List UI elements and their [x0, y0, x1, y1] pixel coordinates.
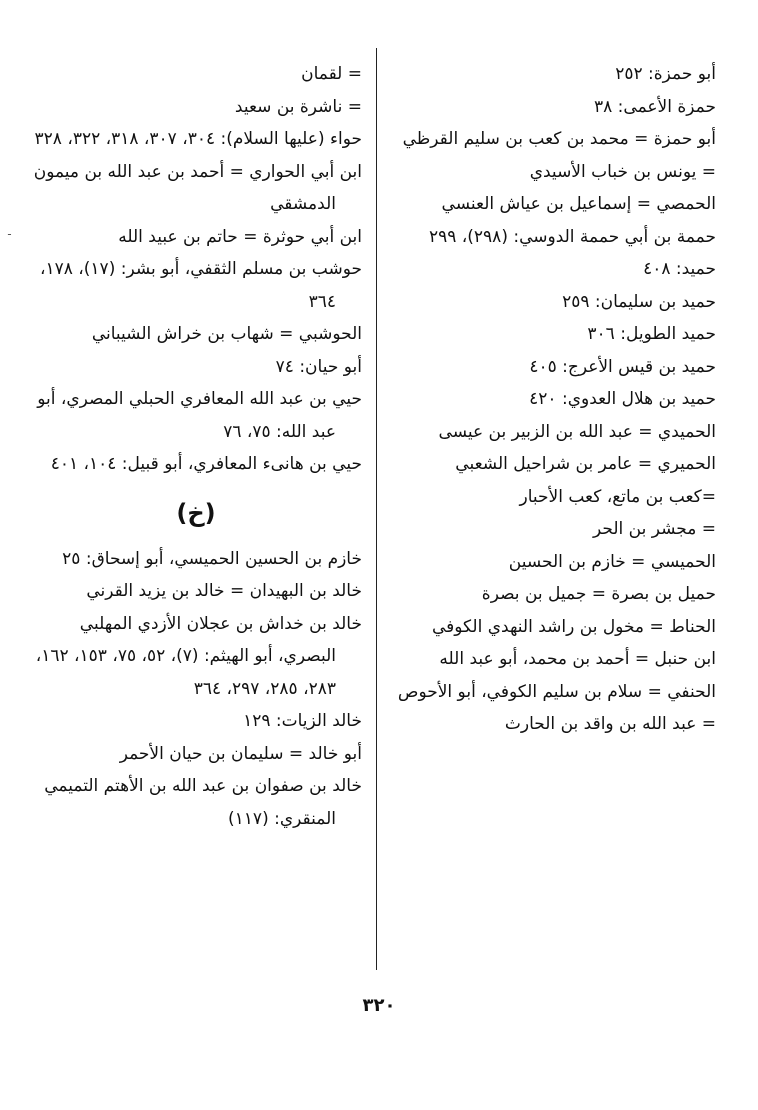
index-entry: ابن حنبل = أحمد بن محمد، أبو عبد الله — [439, 649, 716, 669]
left-column — [30, 58, 362, 835]
index-entry: ابن أبي الحواري = أحمد بن عبد الله بن ميمون الدمشقي — [33, 161, 362, 214]
index-entry: خالد بن خداش بن عجلان الأزدي المهلبي البصري، أبو الهيثم: (٧)، ٥٢، ٧٥، ١٥٣، ١٦٢، ٢٨٣، ٢٨٥، ٢٩٧، ٣٦٤ — [35, 613, 362, 699]
index-entry: = ناشرة بن سعيد — [234, 96, 362, 117]
index-entry: حميد: ٤٠٨ — [643, 259, 716, 279]
index-entry: خالد بن البهيدان = خالد بن يزيد القرني — [86, 581, 362, 601]
index-entry: حميد بن هلال العدوي: ٤٢٠ — [529, 389, 716, 409]
index-entry: =كعب بن ماتع، كعب الأحبار — [519, 486, 716, 507]
index-entry: ابن أبي حوثرة = حاتم بن عبيد الله — [118, 226, 362, 247]
index-entry: الحميدي = عبد الله بن الزبير بن عيسى — [438, 421, 716, 442]
index-entry: الحناط = مخول بن راشد النهدي الكوفي — [431, 616, 716, 637]
index-entry: أبو خالد = سليمان بن حيان الأحمر — [119, 743, 362, 764]
right-column — [384, 58, 716, 741]
index-entry: = لقمان — [301, 64, 362, 84]
index-entry: خالد بن صفوان بن عبد الله بن الأهتم التميمي المنقري: (١١٧) — [44, 776, 362, 829]
index-entry: = يونس بن خباب الأسيدي — [529, 161, 716, 182]
index-entry: حيي بن عبد الله المعافري الحبلي المصري، أبو عبد الله: ٧٥، ٧٦ — [37, 389, 362, 442]
index-entry: الحنفي = سلام بن سليم الكوفي، أبو الأحوص — [397, 681, 716, 702]
index-entry: أبو حيان: ٧٤ — [275, 356, 362, 377]
index-entry: خازم بن الحسين الحميسي، أبو إسحاق: ٢٥ — [62, 548, 362, 569]
index-entry: حممة بن أبي حممة الدوسي: (٢٩٨)، ٢٩٩ — [428, 226, 716, 247]
index-entry: = عبد الله بن واقد بن الحارث — [504, 714, 716, 734]
index-entry: = مجشر بن الحر — [592, 519, 716, 539]
index-entry: حميد بن سليمان: ٢٥٩ — [562, 291, 716, 312]
column-divider — [376, 48, 377, 970]
index-entry: الحوشبي = شهاب بن خراش الشيباني — [91, 324, 362, 344]
index-entry: الحميري = عامر بن شراحيل الشعبي — [455, 454, 716, 474]
index-entry: أبو حمزة: ٢٥٢ — [615, 64, 716, 84]
index-entry: حميد بن قيس الأعرج: ٤٠٥ — [529, 356, 716, 377]
section-letter-heading: (خ) — [176, 498, 216, 527]
index-entry: أبو حمزة = محمد بن كعب بن سليم القرظي — [402, 129, 716, 149]
index-entry: الحمصي = إسماعيل بن عياش العنسي — [441, 194, 716, 214]
index-entry: خالد الزيات: ١٢٩ — [243, 711, 362, 731]
index-entry: حميد الطويل: ٣٠٦ — [587, 324, 716, 344]
index-entry: الحميسي = خازم بن الحسين — [508, 551, 716, 572]
index-entry: حميل بن بصرة = جميل بن بصرة — [481, 584, 716, 604]
index-entry: حوشب بن مسلم الثقفي، أبو بشر: (١٧)، ١٧٨، ٣٦٤ — [39, 259, 362, 312]
index-entry: حواء (عليها السلام): ٣٠٤، ٣٠٧، ٣١٨، ٣٢٢، ٣٢٨ — [34, 129, 362, 149]
index-entry: حمزة الأعمى: ٣٨ — [594, 96, 716, 117]
index-entry: حيي بن هانىء المعافري، أبو قبيل: ١٠٤، ٤٠١ — [50, 454, 362, 474]
page-number: ٣٢٠ — [362, 995, 396, 1016]
stray-mark: ـ — [8, 227, 11, 238]
